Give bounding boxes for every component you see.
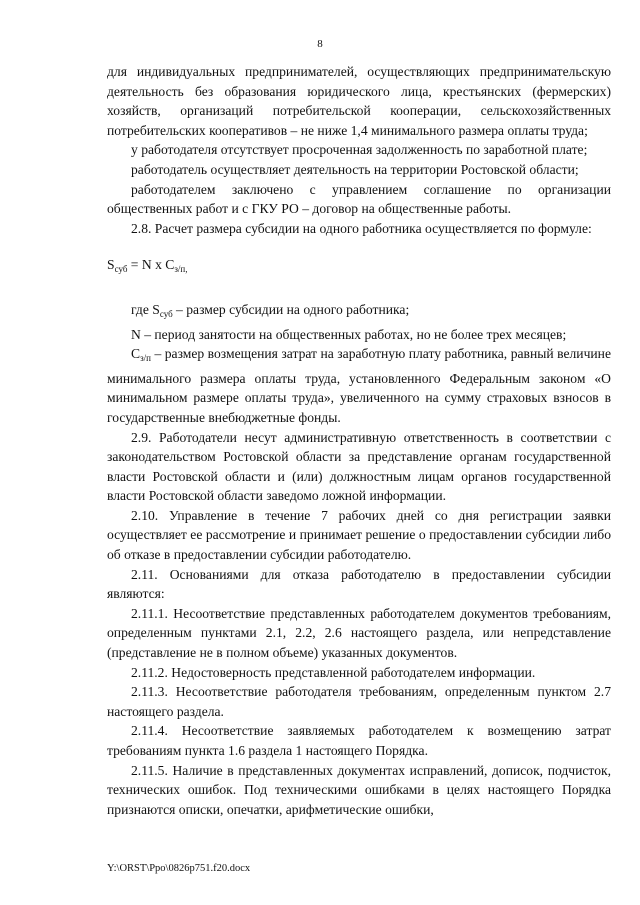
page-number: 8 — [317, 38, 323, 50]
paragraph: 2.9. Работодатели несут административную ответственность в соответствии с законодательством Ростовской области за представление органам государственной власти Ростовской области и (или) должностным лицам органов государственной власти Ростовской области заведомо ложной информации. — [107, 429, 611, 504]
paragraph: 2.11.2. Недостоверность представленной работодателем информации. — [131, 664, 536, 680]
definition — [107, 325, 611, 345]
definition-text: N – период занятости на общественных работах, но не более трех месяцев; — [131, 326, 567, 342]
paragraph: 2.11.3. Несоответствие работодателя требованиям, определенным пунктом 2.7 настоящего раздела. — [107, 684, 611, 719]
paragraph: 2.11. Основаниями для отказа работодателю в предоставлении субсидии являются: — [107, 566, 611, 602]
definition-subscript: з/п — [140, 353, 151, 364]
definition-text: C — [131, 346, 141, 362]
paragraph: работодатель осуществляет деятельность на территории Ростовской области; — [131, 161, 579, 177]
paragraph: 2.11.1. Несоответствие представленных работодателем документов требованиям, определенным пунктами 2.1, 2.2, 2.6 настоящего раздела, или непредставление (представление не в полном объеме) указанных документов. — [107, 605, 611, 661]
formula-s: S — [107, 257, 115, 273]
document-body — [107, 62, 611, 819]
definition-text: – размер субсидии на одного работника; — [172, 301, 410, 317]
formula-s-subscript: суб — [114, 264, 128, 275]
definition — [107, 344, 611, 427]
formula-mid: = N х C — [127, 257, 175, 273]
paragraph: работодателем заключено с управлением соглашение по организации общественных работ и с ГКУ РО – договор на общественные работы. — [107, 181, 611, 217]
paragraph: 2.11.4. Несоответствие заявляемых работодателем к возмещению затрат требованиям пункта 1.6 раздела 1 настоящего Порядка. — [107, 723, 611, 758]
definition-text: – размер возмещения затрат на заработную плату работника, равный величине минимального размера оплаты труда, установленного Федеральным законом «О минимальном размере оплаты труда», увеличенного на сумму страховых взносов в государственные внебюджетные фонды. — [107, 346, 611, 425]
paragraph: 2.11.5. Наличие в представленных документах исправлений, дописок, подчисток, технических ошибок. Под техническими ошибками в целях настоящего Порядка признаются описки, опечатки, арифметические ошибки, — [107, 762, 611, 817]
file-path-footer: Y:\ORST\Ppo\0826p751.f20.docx — [107, 863, 251, 874]
paragraph: у работодателя отсутствует просроченная задолженность по заработной плате; — [131, 142, 588, 158]
paragraph: для индивидуальных предпринимателей, осуществляющих предпринимательскую деятельность без образования юридического лица, крестьянских (фермерских) хозяйств, организаций потребительской кооперации, сельскохозяйственных потребительских кооперативов – не ниже 1,4 минимального размера оплаты труда; — [107, 64, 611, 138]
definition-text: где S — [131, 301, 160, 317]
definition — [107, 300, 611, 325]
paragraph: 2.8. Расчет размера субсидии на одного работника осуществляется по формуле: — [131, 220, 592, 236]
paragraph: 2.10. Управление в течение 7 рабочих дней со дня регистрации заявки осуществляет ее рассмотрение и принимает решение о предоставлении субсидии либо об отказе в предоставлении субсидии работодателю. — [107, 507, 611, 563]
definition-subscript: суб — [159, 308, 173, 319]
formula — [107, 255, 611, 280]
formula-c-subscript: з/п, — [174, 264, 188, 275]
